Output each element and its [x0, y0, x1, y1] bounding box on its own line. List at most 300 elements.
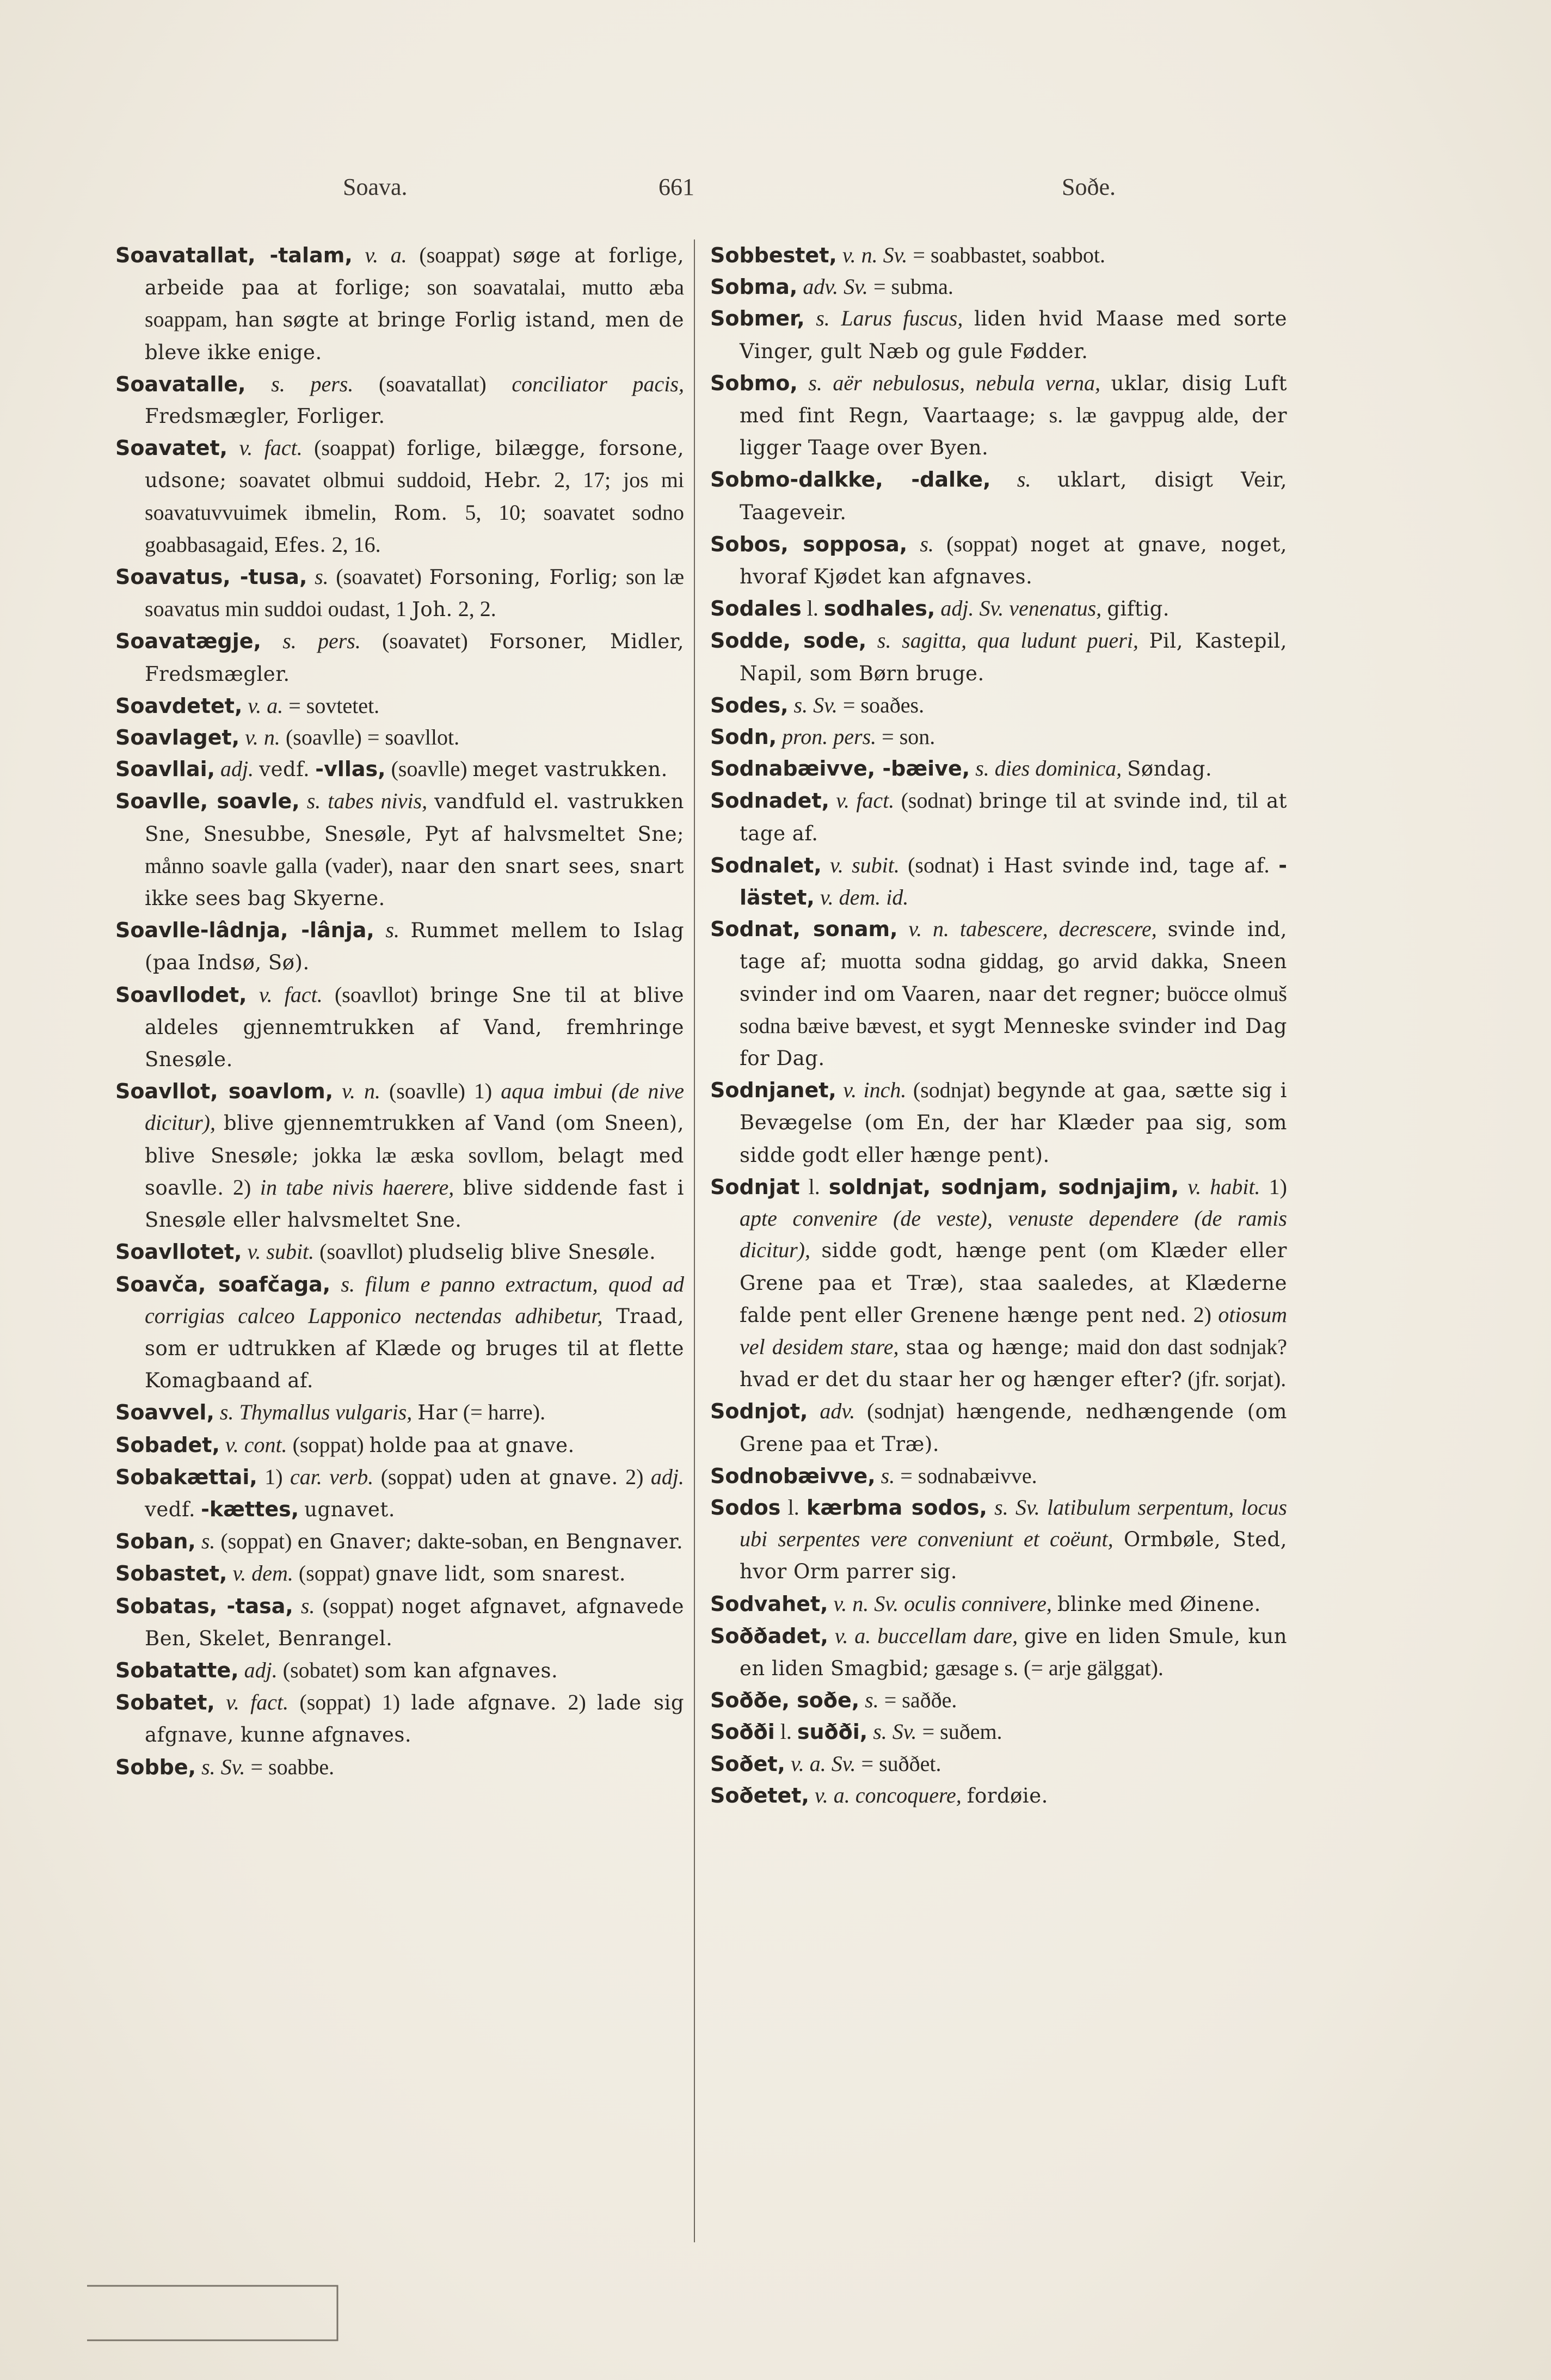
danish-gloss: blive gjennemtrukken af Vand (om Sneen), blive Snesøle; — [145, 1111, 685, 1167]
headword: Soððe, soðe, — [710, 1688, 860, 1713]
entry-text: gæsage s. (= arje gälggat). — [929, 1655, 1164, 1680]
entry-text — [836, 1078, 843, 1102]
entry-text: 2) — [557, 1690, 598, 1715]
latin-gloss: s. — [300, 1593, 315, 1618]
entry-text: 2) — [224, 1174, 260, 1200]
dictionary-entry — [710, 753, 1287, 785]
danish-gloss: der ligger Taage over Byen. — [740, 404, 1288, 460]
danish-gloss: søge at forlige, arbeide paa at forlige; — [145, 244, 684, 300]
entry-text — [1031, 467, 1057, 491]
dictionary-entry — [115, 753, 684, 785]
latin-gloss: s. — [315, 564, 329, 589]
danish-gloss: Ormbøle, Sted, hvor Orm parrer sig. — [740, 1528, 1287, 1584]
entry-text: 2) — [618, 1464, 651, 1489]
entry-text: son soavatalai, mutto æba soappam, — [145, 275, 684, 332]
headword: Sodnabæivve, -bæive, — [710, 757, 970, 781]
entry-text: månno soavle galla (vader), — [145, 853, 401, 878]
latin-gloss: otiosum vel desidem stare, — [740, 1302, 1287, 1359]
entry-text — [1179, 1174, 1187, 1199]
latin-gloss: s. — [201, 1529, 216, 1554]
entry-text — [220, 1432, 225, 1457]
entry-text — [227, 1561, 232, 1585]
danish-gloss: noget afgnavet, afgnavede Ben, Skelet, Benrangel. — [145, 1594, 685, 1650]
latin-gloss: v. a. buccellam dare, — [834, 1623, 1018, 1648]
headword: Sobbestet, — [710, 243, 837, 267]
entry-text — [867, 1719, 873, 1744]
latin-gloss: adj. Sv. venenatus, — [940, 596, 1102, 621]
latin-gloss: s. Sv. — [201, 1754, 245, 1779]
entry-text — [246, 372, 272, 396]
headword: Sodales — [710, 596, 802, 621]
latin-gloss: v. n. Sv. oculis connivere, — [833, 1591, 1052, 1616]
danish-gloss: sidde godt, hænge pent (om Klæder eller Grene paa et Træ), staa saaledes, at Klæderne falde pent eller Grenene hænge pent ned. — [740, 1239, 1287, 1327]
entry-text: 1) — [257, 1464, 290, 1489]
danish-gloss: hvad er det du staar her og hænger efter? — [740, 1368, 1183, 1392]
danish-gloss: Rummet mellem to Islag (paa Indsø, Sø). — [145, 919, 685, 975]
entry-text: (soavlle) = soavllot. — [280, 725, 460, 750]
entry-text: (soavatet) — [328, 564, 429, 589]
latin-gloss: s. filum e panno extractum, quod ad corrigias calceo Lapponico nectendas adhibetur, — [145, 1271, 684, 1328]
latin-gloss: s. dies dominica, — [975, 756, 1122, 781]
dictionary-entry — [710, 367, 1287, 464]
latin-gloss: s. Sv. latibulum serpentum, locus ubi serpentes vere conveniunt et coëunt, — [740, 1495, 1287, 1552]
headword: Sobastet, — [115, 1561, 227, 1586]
entry-text: = sodnabæivve. — [895, 1463, 1037, 1488]
entry-text: s. læ gavppug alde, — [1036, 403, 1252, 428]
entry-text: (soppat) — [315, 1593, 402, 1618]
latin-gloss: v. n. tabescere, decrescere, — [908, 917, 1157, 942]
entry-text — [828, 1623, 835, 1648]
dictionary-entry — [115, 1590, 684, 1655]
entry-text — [987, 1495, 994, 1520]
danish-gloss: vedf. — [145, 1497, 196, 1521]
latin-gloss: s. tabes nivis, — [306, 789, 428, 814]
headword: Sodde, sode, — [710, 629, 867, 653]
danish-gloss: Søndag. — [1127, 757, 1213, 781]
entry-text: son læ soavatus min suddoi oudast, 1 — [145, 564, 685, 622]
dictionary-entry — [115, 690, 684, 722]
dictionary-entry — [710, 625, 1287, 689]
binding-bracket-mark — [82, 2280, 354, 2346]
headword: Soavllodet, — [115, 982, 247, 1007]
dictionary-entry — [115, 625, 684, 690]
entry-text: l. — [801, 596, 824, 621]
latin-gloss: aqua imbui (de nive dicitur), — [145, 1079, 684, 1135]
dictionary-entry — [115, 1558, 684, 1590]
danish-gloss: liden hvid Maase med sorte Vinger, gult Næb og gule Fødder. — [740, 307, 1287, 363]
entry-text — [876, 1463, 881, 1488]
latin-gloss: adj. — [650, 1464, 685, 1489]
entry-text: (soappat) — [407, 243, 513, 267]
entry-text — [215, 757, 220, 781]
headword: Soavča, soafčaga, — [115, 1272, 331, 1296]
headword: Sobadet, — [115, 1432, 220, 1457]
entry-text: = soabbe. — [245, 1754, 335, 1779]
entry-text — [815, 885, 820, 909]
dictionary-entry — [115, 1236, 684, 1268]
entry-text — [1157, 917, 1168, 941]
latin-gloss: s. Sv. — [873, 1719, 917, 1744]
latin-gloss: v. a. — [248, 693, 284, 718]
danish-gloss: give en liden Smule, kun en liden Smagbid; — [740, 1624, 1288, 1680]
danish-gloss: bringe Sne til at blive aldeles gjennemtrukken af Vand, fremhringe Snesøle. — [145, 983, 685, 1072]
dictionary-entry — [115, 1075, 684, 1236]
latin-gloss: adv. Sv. — [803, 274, 868, 299]
dictionary-entry — [710, 593, 1287, 625]
danish-gloss: holde paa at gnave. — [369, 1433, 575, 1457]
entry-text — [829, 788, 836, 813]
entry-text: = soaðes. — [837, 692, 925, 717]
entry-text — [1100, 371, 1111, 395]
entry-text — [785, 1751, 791, 1776]
running-header — [343, 173, 1203, 211]
entry-text: (soavlle) — [385, 757, 473, 782]
headword: Sobatet, — [115, 1690, 215, 1715]
entry-text — [261, 629, 282, 653]
headword: Soavllot, soavlom, — [115, 1079, 334, 1104]
latin-gloss: s. Sv. — [793, 692, 838, 717]
danish-gloss: naar den snart sees, snart ikke sees bag Skyerne. — [145, 854, 684, 911]
headword: Soðet, — [710, 1751, 785, 1776]
danish-gloss: en Gnaver; — [297, 1530, 413, 1554]
dictionary-entry — [710, 271, 1287, 303]
headword: kærbma sodos, — [807, 1495, 987, 1520]
latin-gloss: v. fact. — [258, 982, 323, 1007]
entry-text — [333, 1079, 342, 1103]
danish-gloss: bringe til at svinde ind, til at tage af. — [740, 789, 1288, 845]
entry-text: buöcce olmuš sodna bæive bævest, et — [740, 981, 1287, 1038]
danish-gloss: Sneen svinder ind om Vaaren, naar det regner; — [740, 950, 1287, 1006]
entry-text — [837, 243, 842, 267]
entry-text: (jfr. sorjat). — [1182, 1367, 1287, 1392]
headword: Sobmer, — [710, 306, 805, 331]
danish-gloss: begynde at gaa, sætte sig i Bevægelse (om En, der har Klæder paa sig, som sidde godt eller hænge pent). — [740, 1079, 1288, 1167]
headword: Soavlaget, — [115, 725, 240, 750]
danish-gloss: fordøie. — [967, 1784, 1048, 1807]
headword: Soðetet, — [710, 1783, 809, 1807]
entry-text — [300, 789, 307, 813]
danish-gloss: i Hast svinde ind, tage af. — [987, 853, 1270, 877]
entry-text — [374, 918, 386, 942]
entry-text — [196, 1755, 201, 1779]
entry-text — [898, 917, 909, 941]
entry-text — [247, 982, 259, 1007]
entry-text — [1122, 756, 1127, 780]
latin-gloss: v. a. — [365, 243, 407, 267]
column-divider — [694, 239, 695, 2242]
danish-gloss: noget at gnave, noget, hvoraf Kjødet kan afgnaves. — [740, 532, 1288, 589]
entry-text — [239, 725, 245, 749]
entry-text: soavatet olbmui suddoid, — [226, 468, 484, 493]
latin-gloss: conciliator pacis, — [512, 371, 684, 396]
danish-gloss: Fredsmægler, Forliger. — [145, 404, 385, 428]
dictionary-entry — [115, 785, 684, 914]
entry-text: (soappat) — [302, 435, 407, 460]
dictionary-entry — [710, 1684, 1287, 1716]
entry-text: (soppat) — [215, 1529, 298, 1554]
entry-text — [293, 1594, 301, 1618]
danish-gloss: pludselig blive Snesøle. — [408, 1240, 656, 1264]
entry-text — [962, 1783, 967, 1807]
entry-text — [898, 1334, 906, 1359]
entry-text: 5, 10; soavatet sodno goabbasagaid, — [145, 500, 685, 557]
entry-text — [1270, 853, 1278, 877]
entry-text — [216, 1110, 224, 1135]
danish-gloss: meget vastrukken. — [472, 758, 668, 782]
entry-text — [798, 371, 808, 395]
entry-text — [822, 853, 830, 877]
latin-gloss: pron. pers. — [782, 724, 877, 749]
dictionary-entry — [710, 1748, 1287, 1780]
entry-text: (soppat) — [933, 531, 1031, 556]
headword: suðði, — [797, 1720, 868, 1744]
danish-gloss: Forsoner, Midler, Fredsmægler. — [145, 630, 685, 686]
dictionary-entry — [115, 1269, 684, 1397]
headword: Sodes, — [710, 693, 789, 717]
danish-gloss: gnave lidt, som snarest. — [376, 1562, 626, 1586]
headword: Soððadet, — [710, 1623, 828, 1648]
entry-text — [809, 1783, 815, 1807]
latin-gloss: v. dem. — [232, 1561, 293, 1586]
headword: Sodvahet, — [710, 1591, 828, 1616]
headword: Sodnjat — [710, 1174, 800, 1199]
entry-text: = soabbastet, soabbot. — [907, 243, 1106, 267]
danish-gloss: blive siddende fast i Snesøle eller halvsmeltet Sne. — [145, 1176, 685, 1232]
headword: Soðði — [710, 1720, 775, 1744]
entry-text: (soavatet) — [360, 629, 490, 654]
dictionary-entry — [710, 721, 1287, 753]
danish-gloss: staa og hænge; — [906, 1335, 1070, 1359]
headword: -vllas, — [315, 757, 386, 782]
entry-text: 2, 2. — [452, 596, 496, 622]
danish-gloss: Har — [417, 1401, 458, 1425]
dictionary-entry — [710, 1171, 1287, 1395]
latin-gloss: s. pers. — [282, 629, 361, 654]
entry-text: (soavlle) 1) — [380, 1079, 501, 1104]
latin-gloss: v. fact. — [836, 788, 895, 813]
entry-text — [196, 1529, 201, 1553]
latin-gloss: s. — [385, 918, 399, 943]
headword: Sodnobæivve, — [710, 1463, 876, 1488]
dictionary-entry — [710, 1074, 1287, 1171]
danish-gloss: uden at gnave. — [459, 1465, 618, 1489]
entry-text: muotta sodna giddag, go arvid dakka, — [827, 949, 1222, 974]
entry-text — [789, 693, 794, 717]
entry-text — [808, 1399, 820, 1423]
dictionary-entry — [710, 1620, 1287, 1684]
headword: Sobmo, — [710, 371, 798, 395]
dictionary-entry — [115, 979, 684, 1076]
danish-gloss: vedf. — [259, 758, 310, 782]
headword: Sobatas, -tasa, — [115, 1594, 293, 1618]
entry-text — [1138, 628, 1149, 653]
entry-text — [214, 1400, 220, 1424]
headword: Sodnat, sonam, — [710, 917, 898, 942]
entry-text: maid don dast sodnjak? — [1069, 1334, 1287, 1359]
danish-gloss: lade sig afgnave, kunne afgnaves. — [145, 1691, 685, 1747]
latin-gloss: v. inch. — [843, 1078, 907, 1103]
headword: Sodnjanet, — [710, 1078, 836, 1103]
entry-text — [970, 756, 975, 780]
entry-text — [412, 1400, 417, 1424]
entry-text — [1018, 1623, 1024, 1648]
latin-gloss: s. — [920, 531, 934, 556]
latin-gloss: v. a. concoquere, — [814, 1782, 962, 1807]
entry-text: (soppat) — [373, 1464, 460, 1489]
headword: Sobmo-dalkke, -dalke, — [710, 468, 991, 492]
latin-gloss: s. — [1017, 467, 1031, 492]
entry-text — [810, 1238, 821, 1262]
headword: Soavllotet, — [115, 1240, 242, 1264]
dictionary-entry — [710, 1460, 1287, 1492]
headword: -kættes, — [201, 1497, 299, 1521]
headword: Soavatallat, -talam, — [115, 243, 353, 267]
latin-gloss: s. — [865, 1688, 879, 1713]
danish-gloss: uklart, disigt Veir, Taageveir. — [740, 468, 1287, 524]
entry-text — [963, 306, 974, 330]
headword: Soavlle, soavle, — [115, 789, 300, 814]
dictionary-entry — [115, 432, 684, 561]
danish-gloss: ugnavet. — [304, 1497, 395, 1521]
latin-gloss: adv. — [820, 1399, 855, 1424]
latin-gloss: v. a. Sv. — [790, 1751, 856, 1776]
latin-gloss: s. sagitta, qua ludunt pueri, — [877, 628, 1138, 653]
entry-text — [866, 628, 877, 653]
page-number: 661 — [658, 174, 694, 200]
headword: Sodnalet, — [710, 853, 822, 877]
dictionary-entry — [115, 561, 684, 625]
dictionary-entry — [710, 528, 1287, 593]
dictionary-entry — [710, 1780, 1287, 1812]
entry-text: (soppat) 1) — [288, 1690, 411, 1715]
entry-text: = suððet. — [855, 1751, 941, 1776]
entry-text: (soppat) — [287, 1432, 370, 1457]
entry-text: (sodnjat) — [906, 1078, 998, 1103]
entry-text — [828, 1591, 834, 1616]
dictionary-entry — [115, 914, 684, 979]
entry-text — [935, 596, 940, 620]
entry-text — [805, 306, 816, 330]
entry-text: = suðem. — [916, 1719, 1002, 1744]
latin-gloss: v. n. Sv. — [842, 243, 908, 267]
latin-gloss: adj. — [244, 1657, 278, 1682]
entry-text: = sovtetet. — [283, 693, 380, 718]
danish-gloss: Forsoning, Forlig; — [429, 565, 619, 589]
entry-text — [299, 1497, 304, 1521]
latin-gloss: v. n. — [245, 725, 280, 750]
entry-text: (soppat) — [293, 1561, 376, 1586]
latin-gloss: s. pers. — [271, 371, 354, 396]
danish-gloss: belagt med soavlle. — [145, 1143, 684, 1200]
headword: Sobma, — [710, 275, 798, 299]
entry-text: = saððe. — [878, 1688, 957, 1713]
danish-gloss: forlige, bilægge, forsone, udsone; — [145, 436, 685, 493]
latin-gloss: v. dem. id. — [820, 885, 909, 910]
header-right: Soðe. — [1062, 174, 1116, 200]
right-column — [710, 239, 1287, 1812]
dictionary-entry — [710, 913, 1287, 1074]
headword: Soavatægje, — [115, 629, 261, 654]
headword: soldnjat, sodnjam, sodnjajim, — [828, 1174, 1179, 1199]
entry-text: (sodnat) — [894, 788, 979, 813]
entry-text: (soavatallat) — [353, 371, 512, 396]
dictionary-entry — [710, 1492, 1287, 1588]
entry-text — [1052, 1591, 1057, 1616]
headword: sodhales, — [823, 596, 935, 621]
entry-text: l. — [780, 1495, 807, 1520]
latin-gloss: s. aër nebulosus, nebula verna, — [808, 370, 1101, 395]
entry-text — [242, 1239, 248, 1264]
danish-gloss: blinke med Øinene. — [1057, 1592, 1261, 1616]
latin-gloss: v. n. — [342, 1079, 380, 1104]
entry-text: (sodnat) — [899, 852, 988, 877]
entry-text — [859, 1688, 865, 1712]
headword: Soavvel, — [115, 1400, 214, 1425]
headword: Soavdetet, — [115, 693, 243, 718]
danish-gloss: hængende, nedhængende (om Grene paa et Træ). — [740, 1400, 1287, 1456]
entry-text: (= harre). — [457, 1400, 546, 1425]
headword: Sobos, sopposa, — [710, 532, 908, 556]
latin-gloss: car. verb. — [290, 1464, 374, 1489]
entry-text: 2, 17; jos mi soavatuvvuimek ibmelin, — [145, 468, 684, 525]
entry-text: 2, 16. — [326, 532, 381, 557]
headword: Sodos — [710, 1495, 781, 1520]
danish-gloss: Traad, som er udtrukken af Klæde og bruges til at flette Komagbaand af. — [145, 1304, 685, 1393]
danish-gloss: svinde ind, tage af; — [740, 918, 1287, 974]
headword: Sobbe, — [115, 1755, 196, 1779]
dictionary-entry — [710, 785, 1287, 849]
entry-text — [310, 757, 315, 781]
dictionary-entry — [710, 239, 1287, 271]
entry-text: l. — [774, 1719, 797, 1744]
headword: Soavatalle, — [115, 372, 246, 396]
latin-gloss: adj. — [220, 757, 254, 782]
entry-text — [330, 1272, 341, 1296]
entry-text: = subma. — [867, 274, 953, 299]
entry-text: l. — [799, 1174, 829, 1199]
latin-gloss: v. habit. — [1187, 1174, 1260, 1199]
dictionary-entry — [710, 464, 1287, 528]
entry-text: jokka læ æska sovllom, — [299, 1142, 558, 1167]
entry-text: (soavllot) — [314, 1239, 409, 1264]
latin-gloss: v. subit. — [247, 1239, 315, 1264]
latin-gloss: v. cont. — [225, 1432, 287, 1457]
latin-gloss: v. fact. — [239, 435, 303, 460]
entry-text — [307, 564, 315, 589]
headword: Sodnjot, — [710, 1399, 808, 1424]
headword: -lästet, — [740, 853, 1287, 910]
danish-gloss: Joh. — [412, 598, 453, 622]
danish-gloss: Hebr. — [484, 469, 542, 493]
latin-gloss: v. subit. — [830, 852, 900, 877]
dictionary-entry — [710, 850, 1287, 913]
dictionary-entry — [115, 722, 684, 753]
dictionary-entry — [115, 1687, 684, 1751]
headword: Soavatus, -tusa, — [115, 565, 307, 589]
entry-text — [215, 1690, 226, 1714]
entry-text — [1113, 1527, 1124, 1551]
headword: Sodn, — [710, 725, 777, 749]
dictionary-entry — [710, 1716, 1287, 1748]
latin-gloss: s. — [881, 1463, 895, 1488]
headword: Soban, — [115, 1529, 196, 1554]
entry-text — [990, 467, 1017, 491]
danish-gloss: Efes. — [274, 533, 327, 557]
entry-text — [239, 1658, 244, 1682]
dictionary-entry — [115, 1397, 684, 1429]
headword: Soavatet, — [115, 436, 228, 460]
headword: Sodnadet, — [710, 789, 829, 813]
